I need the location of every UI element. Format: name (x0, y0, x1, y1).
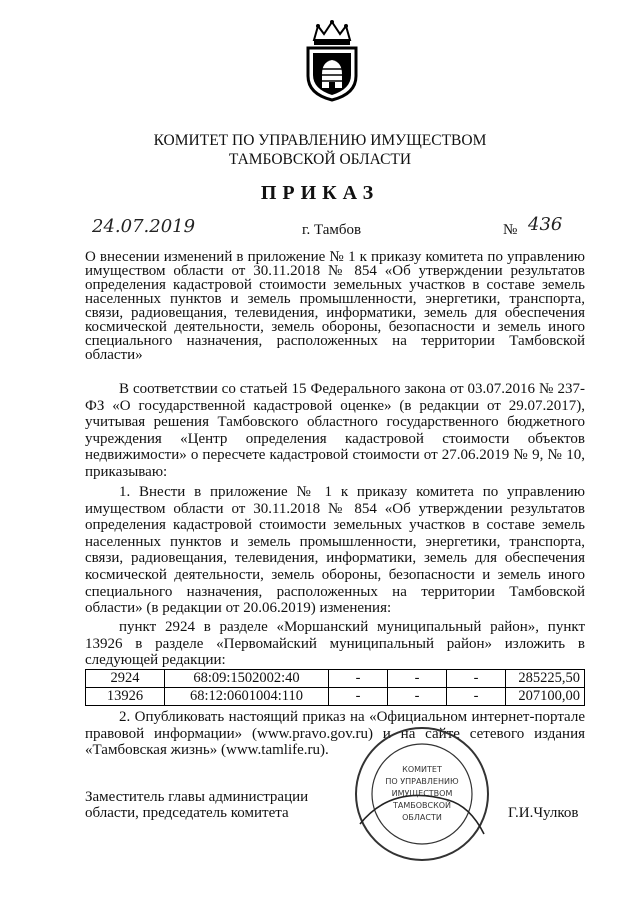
table-cell: - (329, 670, 388, 688)
official-seal-stamp (352, 724, 492, 864)
table-cell: - (329, 688, 388, 706)
organization-name-line2: ТАМБОВСКОЙ ОБЛАСТИ (228, 151, 412, 168)
signatory-position (85, 789, 308, 821)
table-cell: - (388, 688, 447, 706)
table-cell: - (388, 670, 447, 688)
signatory-name: Г.И.Чулков (508, 805, 579, 821)
table-row (86, 670, 585, 688)
order-number: 436 (528, 214, 563, 235)
svg-text:ПО УПРАВЛЕНИЮ: ПО УПРАВЛЕНИЮ (385, 777, 459, 786)
table-cell: 68:12:0601004:110 (165, 688, 329, 706)
table-row (86, 688, 585, 706)
organization-name-line1: КОМИТЕТ ПО УПРАВЛЕНИЮ ИМУЩЕСТВОМ (153, 132, 487, 149)
cadastral-value-table (85, 669, 585, 706)
table-cell: - (447, 670, 506, 688)
table-cell: 285225,50 (506, 670, 585, 688)
order-number-prefix: № (503, 222, 518, 238)
svg-text:ИМУЩЕСТВОМ: ИМУЩЕСТВОМ (391, 789, 453, 798)
document-type-title: ПРИКАЗ (260, 182, 380, 204)
table-cell: - (447, 688, 506, 706)
item-1-paragraph: 1. Внести в приложение № 1 к приказу комитета по управлению имуществом области от 30.11.2018 № 854 «Об утверждении результатов определения кадастровой стоимости земельных участков в составе земель населенных пунктов и земель промышленности, энергетики, транспорта, связи, радиовещания, телевидения, информатики, земель для обеспечения космической деятельности, земель обороны, безопасности и земель иного специального назначения, расположенных на территории Тамбовской области» (в редакции от 20.06.2019) изменения: (85, 484, 585, 617)
order-city: г. Тамбов (302, 222, 362, 238)
table-cell: 207100,00 (506, 688, 585, 706)
order-subject: О внесении изменений в приложение № 1 к приказу комитета по управлению имуществом области от 30.11.2018 № 854 «Об утверждении результатов определения кадастровой стоимости земельных участков в составе земель населенных пунктов и земель промышленности, энергетики, транспорта, связи, радиовещания, телевидения, информатики, земель для обеспечения космической деятельности, земель обороны, безопасности и земель иного специального назначения, расположенных на территории Тамбовской области» (85, 249, 585, 363)
table-cell: 13926 (86, 688, 165, 706)
table-cell: 2924 (86, 670, 165, 688)
svg-text:КОМИТЕТ: КОМИТЕТ (402, 765, 442, 774)
signatory-position-line2: области, председатель комитета (85, 805, 289, 821)
coat-of-arms-emblem (300, 18, 364, 102)
item-2-paragraph: 2. Опубликовать настоящий приказ на «Официальном интернет-портале правовой информации» (www.pravo.gov.ru) и на сайте сетевого издания «Тамбовская жизнь» (www.tamlife.ru). (85, 709, 585, 759)
order-date: 24.07.2019 (92, 216, 196, 237)
svg-text:ОБЛАСТИ: ОБЛАСТИ (402, 813, 442, 822)
table-cell: 68:09:1502002:40 (165, 670, 329, 688)
item-1-subparagraph: пункт 2924 в разделе «Моршанский муниципальный район», пункт 13926 в разделе «Первомайский муниципальный район» изложить в следующей редакции: (85, 619, 585, 669)
signatory-position-line1: Заместитель главы администрации (85, 789, 309, 805)
svg-text:ТАМБОВСКОЙ: ТАМБОВСКОЙ (392, 801, 452, 810)
preamble-paragraph: В соответствии со статьей 15 Федерального закона от 03.07.2016 № 237-ФЗ «О государственной кадастровой оценке» (в редакции от 29.07.2017), учитывая решения Тамбовского областного государственного бюджетного учреждения «Центр определения кадастровой стоимости объектов недвижимости» о пересчете кадастровой стоимости от 27.06.2019 № 9, № 10, приказываю: (85, 381, 585, 480)
